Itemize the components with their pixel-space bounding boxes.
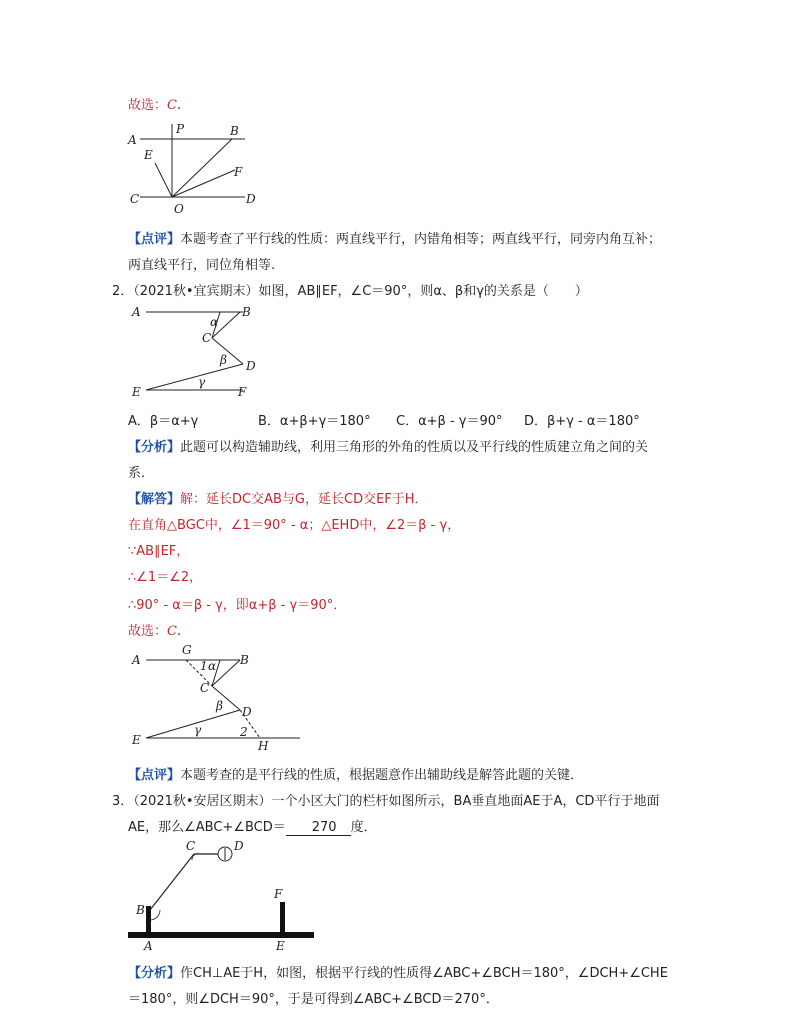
q2-fig1-label-alpha: α — [210, 315, 219, 329]
q1-answer-label: 故选： — [128, 98, 168, 113]
q1-comment-tag: 【点评】 — [128, 232, 181, 247]
q2-option-b[interactable] — [258, 410, 371, 429]
q2-analysis-tag: 【分析】 — [128, 440, 181, 455]
q2-option-d-text: β+γ - α＝180° — [547, 414, 640, 429]
q2-fig1-label-e: E — [132, 385, 141, 399]
q2-solution-line5: ∴90° - α＝β - γ，即α+β - γ＝90°． — [128, 598, 347, 613]
q2-fig2-label-gamma: γ — [194, 723, 202, 737]
q1-answer-value: C — [167, 98, 177, 113]
q3-analysis-tag: 【分析】 — [128, 966, 181, 981]
q1-answer-end: . — [176, 98, 182, 113]
q2-analysis-text1: 此题可以构造辅助线，利用三角形的外角的性质以及平行线的性质建立角之间的关 — [180, 440, 649, 455]
q1-fig-label-a: A — [128, 133, 137, 147]
q2-fig1-label-gamma: γ — [198, 375, 206, 389]
q2-fig1-label-b: B — [242, 305, 251, 319]
q1-fig-label-p: P — [176, 122, 185, 136]
q2-solution-line1 — [128, 488, 428, 507]
q2-fig2-label-b: B — [240, 653, 249, 667]
q3-stem-answer: 270 — [286, 820, 351, 836]
q2-analysis-line1 — [128, 436, 648, 455]
q2-comment-text: 本题考查的是平行线的性质，根据题意作出辅助线是解答此题的关键． — [180, 768, 584, 783]
q3-fig-label-a: A — [144, 939, 153, 953]
q1-fig-label-o: O — [174, 202, 184, 216]
q1-fig-label-f: F — [234, 165, 243, 179]
q3-stem-line1 — [112, 790, 659, 809]
q2-fig2-label-2: 2 — [240, 725, 248, 739]
q1-fig-label-e: E — [144, 148, 153, 162]
q2-fig1-label-beta: β — [220, 353, 227, 367]
q1-fig-label-d: D — [246, 192, 256, 206]
q2-figure1 — [128, 302, 268, 402]
q2-solution-text1: 解：延长DC交AB与G，延长CD交EF于H． — [180, 492, 428, 507]
q3-fig-label-e: E — [276, 939, 285, 953]
q2-number: 2． — [112, 284, 134, 299]
q2-option-c[interactable] — [396, 410, 503, 429]
q2-fig2-label-c: C — [200, 681, 210, 695]
q2-answer-end: . — [176, 624, 182, 639]
q1-comment-text1: 本题考查了平行线的性质：两直线平行，内错角相等；两直线平行，同旁内角互补； — [180, 232, 662, 247]
q2-option-d-key: D． — [524, 414, 548, 429]
q2-stem — [112, 280, 588, 299]
q2-answer-value: C — [167, 624, 177, 639]
q2-analysis-line2: 系． — [128, 466, 155, 481]
q3-fig-label-d: D — [234, 839, 244, 853]
q2-comment-line — [128, 764, 583, 783]
q1-comment-line2: 两直线平行，同位角相等. — [128, 258, 276, 273]
q2-fig2-label-1: 1 — [200, 659, 208, 673]
q2-fig2-label-beta: β — [216, 699, 223, 713]
q3-fig-label-f: F — [274, 887, 283, 901]
q1-comment-line1 — [128, 228, 661, 247]
q1-figure — [120, 118, 260, 218]
q3-stem-line2 — [128, 816, 377, 836]
q3-source: （2021秋•安居区期末） — [133, 794, 272, 809]
q2-answer-line — [128, 620, 181, 639]
q2-solution-line4: ∴∠1＝∠2， — [128, 570, 203, 585]
q2-option-a-text: β＝α+γ — [149, 414, 199, 429]
q3-fig-label-c: C — [186, 839, 196, 853]
q2-fig2-label-d: D — [242, 705, 252, 719]
q2-fig2-label-e: E — [132, 733, 141, 747]
q2-source: （2021秋•宜宾期末） — [133, 284, 259, 299]
q2-solution-tag: 【解答】 — [128, 492, 181, 507]
q2-fig2-label-a: A — [132, 653, 141, 667]
q2-answer-label: 故选： — [128, 624, 168, 639]
q2-solution-line3: ∵AB∥EF， — [128, 544, 190, 559]
q2-fig2-label-g: G — [182, 643, 192, 657]
q2-option-b-key: B． — [258, 414, 280, 429]
q3-number: 3． — [112, 794, 134, 809]
q2-fig1-label-c: C — [202, 331, 212, 345]
q3-fig-label-b: B — [136, 903, 145, 917]
q1-answer-line — [128, 94, 181, 113]
q3-figure — [128, 836, 318, 956]
q2-fig2-label-h: H — [258, 739, 269, 753]
q1-fig-label-b: B — [230, 124, 239, 138]
q2-option-c-key: C． — [396, 414, 419, 429]
q2-comment-tag: 【点评】 — [128, 768, 181, 783]
q2-fig1-label-a: A — [132, 305, 141, 319]
q2-option-b-text: α+β+γ＝180° — [279, 414, 371, 429]
q3-stem-text2-post: 度． — [350, 820, 377, 835]
q2-fig2-label-alpha: α — [208, 659, 217, 673]
q3-analysis-line1 — [128, 962, 668, 981]
q2-option-c-text: α+β - γ＝90° — [418, 414, 503, 429]
q1-fig-label-c: C — [130, 192, 140, 206]
q3-analysis-text1: 作CH⊥AE于H，如图，根据平行线的性质得∠ABC+∠BCH＝180°，∠DCH+∠CHE — [180, 966, 668, 981]
q2-figure2 — [128, 644, 318, 754]
q3-analysis-line2: ＝180°，则∠DCH＝90°，于是可得到∠ABC+∠BCD＝270°． — [128, 992, 499, 1007]
q2-option-a-key: A． — [128, 414, 150, 429]
q2-option-a[interactable] — [128, 410, 198, 429]
q2-fig1-label-d: D — [246, 359, 256, 373]
q2-fig1-label-f: F — [238, 385, 247, 399]
q2-option-d[interactable] — [524, 410, 640, 429]
q3-stem-text1: 一个小区大门的栏杆如图所示，BA垂直地面AE于A，CD平行于地面 — [271, 794, 660, 809]
q2-stem-text: 如图，AB∥EF，∠C＝90°，则α、β和γ的关系是（ ） — [258, 284, 588, 299]
q3-stem-text2-pre: AE，那么∠ABC+∠BCD＝ — [128, 820, 286, 835]
q2-solution-line2: 在直角△BGC中，∠1＝90° - α；△EHD中，∠2＝β - γ， — [128, 518, 461, 533]
